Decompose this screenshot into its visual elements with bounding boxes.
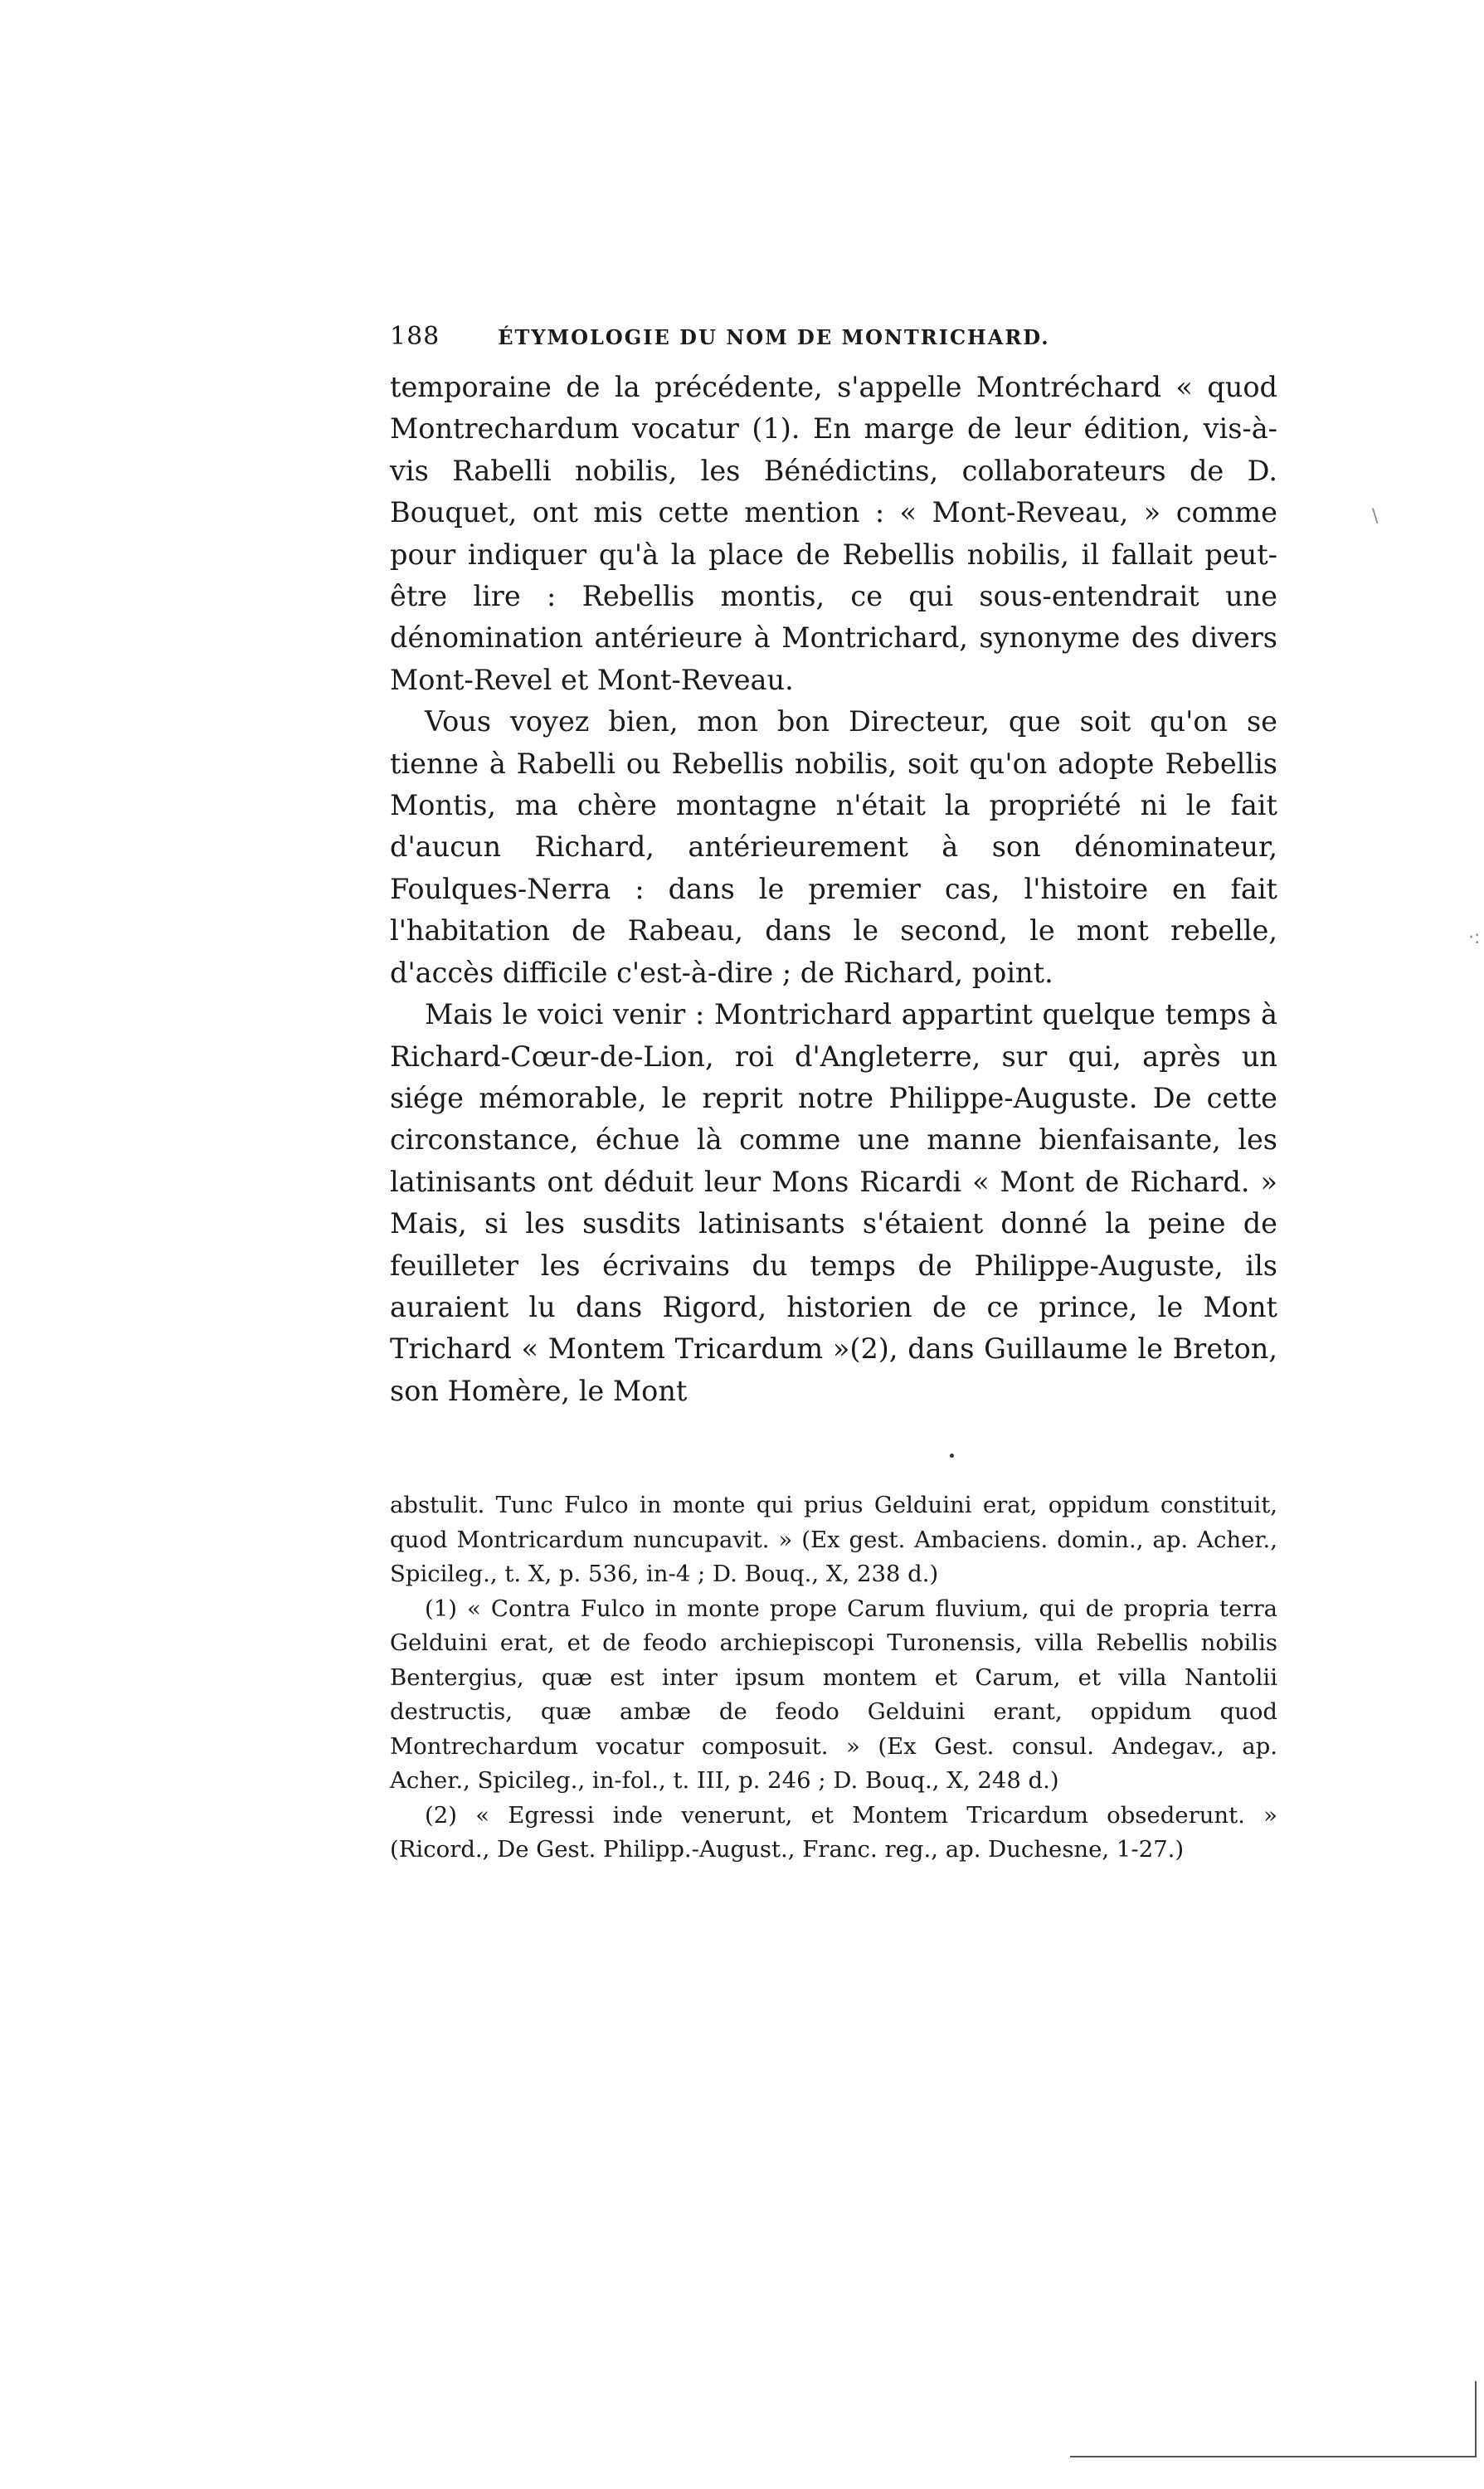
- body-text: [390, 367, 1277, 1412]
- paragraph-2: Vous voyez bien, mon bon Directeur, que soit qu'on se tienne à Rabelli ou Rebellis nobilis, soit qu'on adopte Rebellis Montis, ma chère montagne n'était la propriété ni le fait d'aucun Richard, antérieurement à son dénominateur, Foulques-Nerra : dans le premier cas, l'histoire en fait l'habitation de Rabeau, dans le second, le mont rebelle, d'accès difficile c'est-à-dire ; de Richard, point.: [390, 705, 1277, 989]
- page-number: 188: [390, 322, 440, 351]
- page-edge-rule: [1070, 2456, 1477, 2457]
- paragraph-1: temporaine de la précédente, s'appelle Montréchard « quod Montrechardum vocatur (1). En marge de leur édition, vis-à-vis Rabelli nobilis, les Bénédictins, collaborateurs de D. Bouquet, ont mis cette mention : « Mont-Reveau, » comme pour indiquer qu'à la place de Rebellis nobilis, il fallait peut-être lire : Rebellis montis, ce qui sous-entendrait une dénomination antérieure à Montrichard, synonyme des divers Mont-Revel et Mont-Reveau.: [390, 371, 1277, 696]
- page-edge-tick: [1475, 2381, 1477, 2457]
- footnote-continued: abstulit. Tunc Fulco in monte qui prius Gelduini erat, oppidum constituit, quod Montricardum nuncupavit. » (Ex gest. Ambaciens. domin., ap. Acher., Spicileg., t. X, p. 536, in-4 ; D. Bouq., X, 238 d.): [390, 1492, 1277, 1588]
- book-page: [390, 322, 1277, 1868]
- footnote-1: (1) « Contra Fulco in monte prope Carum fluvium, qui de propria terra Gelduini erat, et de feodo archiepiscopi Turonensis, villa Rebellis nobilis Bentergius, quæ est inter ipsum montem et Carum, et villa Nantolii destructis, quæ ambæ de feodo Gelduini erant, oppidum quod Montrechardum vocatur composuit. » (Ex Gest. consul. Andegav., ap. Acher., Spicileg., in-fol., t. III, p. 246 ; D. Bouq., X, 248 d.): [390, 1595, 1277, 1795]
- footnote-2: (2) « Egressi inde venerunt, et Montem Tricardum obsederunt. » (Ricord., De Gest. Philipp.-August., Franc. reg., ap. Duchesne, 1-27.): [390, 1801, 1277, 1863]
- footnote-separator: [390, 1444, 1277, 1477]
- running-title: ÉTYMOLOGIE DU NOM DE MONTRICHARD.: [498, 325, 1050, 349]
- margin-mark-icon: \: [1372, 506, 1379, 527]
- paragraph-3: Mais le voici venir : Montrichard appartint quelque temps à Richard-Cœur-de-Lion, roi d'Angleterre, sur qui, après un siége mémorable, le reprit notre Philippe-Auguste. De cette circonstance, échue là comme une manne bienfaisante, les latinisants ont déduit leur Mons Ricardi « Mont de Richard. » Mais, si les susdits latinisants s'étaient donné la peine de feuilleter les écrivains du temps de Philippe-Auguste, ils auraient lu dans Rigord, historien de ce prince, le Mont Trichard « Montem Tricardum »(2), dans Guillaume le Breton, son Homère, le Mont: [390, 998, 1277, 1407]
- margin-mark-icon: ·:: [1468, 928, 1481, 948]
- running-head: [390, 322, 1277, 362]
- footnotes: [390, 1488, 1277, 1868]
